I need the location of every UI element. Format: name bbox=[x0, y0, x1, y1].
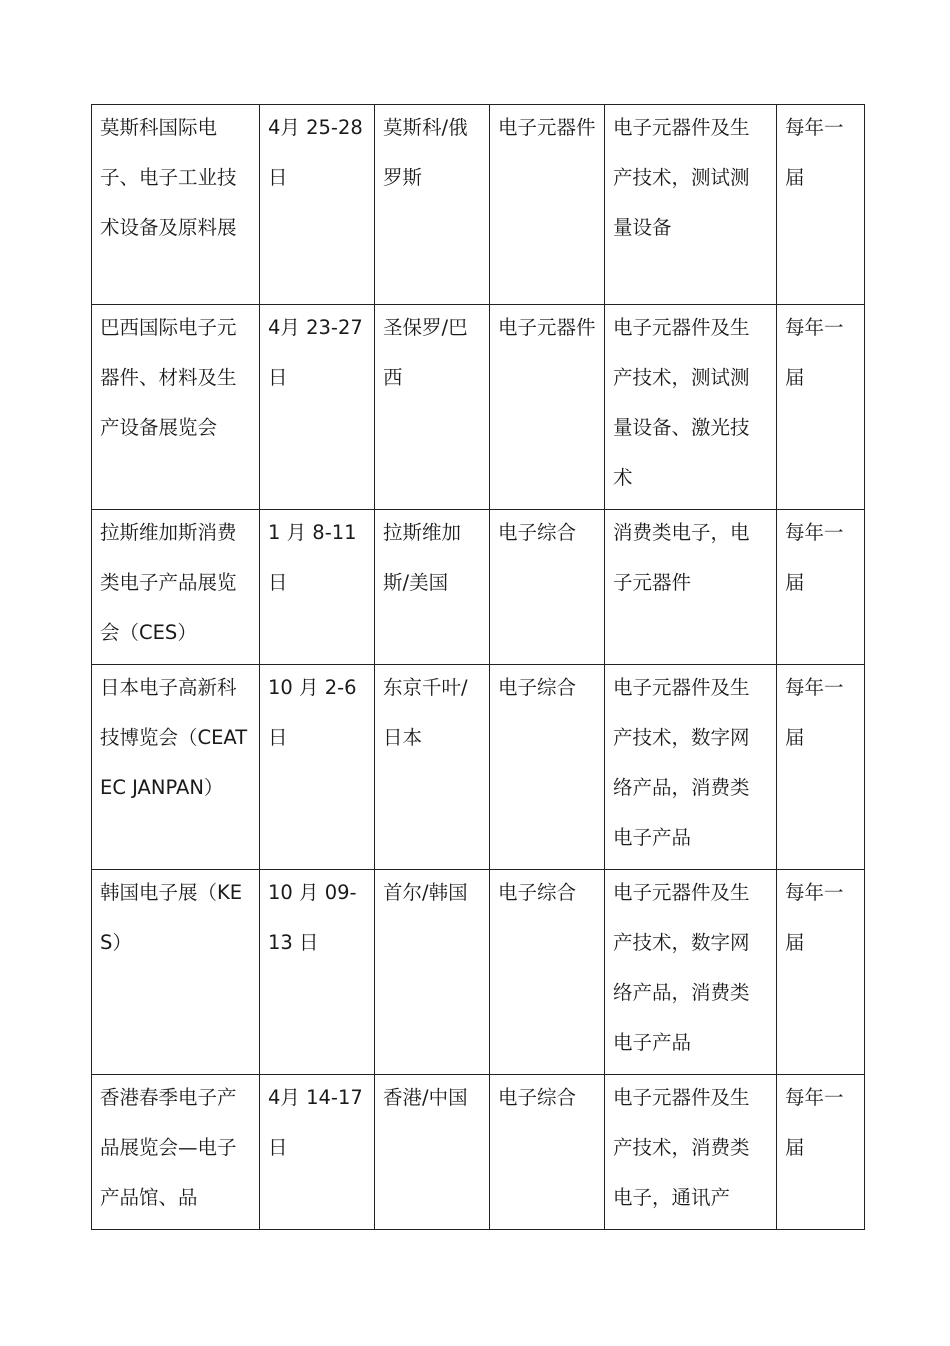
exhibition-date-cell: 1 月 8-11 日 bbox=[260, 510, 375, 665]
exhibition-name-cell: 日本电子高新科技博览会（CEATEC JANPAN） bbox=[92, 665, 260, 870]
exhibition-category-cell: 电子元器件 bbox=[490, 305, 605, 510]
exhibition-scope-cell: 电子元器件及生产技术，数字网络产品，消费类电子产品 bbox=[605, 665, 777, 870]
exhibition-category-cell: 电子综合 bbox=[490, 870, 605, 1075]
exhibition-scope-cell: 电子元器件及生产技术，测试测量设备 bbox=[605, 105, 777, 305]
exhibition-category-cell: 电子综合 bbox=[490, 510, 605, 665]
exhibition-table bbox=[91, 104, 865, 1230]
exhibition-date-cell: 10 月 2-6 日 bbox=[260, 665, 375, 870]
exhibition-frequency-cell: 每年一届 bbox=[777, 510, 865, 665]
exhibition-place-cell: 拉斯维加斯/美国 bbox=[375, 510, 490, 665]
exhibition-category-cell: 电子综合 bbox=[490, 665, 605, 870]
exhibition-place-cell: 香港/中国 bbox=[375, 1075, 490, 1230]
exhibition-scope-cell: 电子元器件及生产技术，数字网络产品，消费类电子产品 bbox=[605, 870, 777, 1075]
table-row bbox=[92, 665, 865, 870]
exhibition-frequency-cell: 每年一届 bbox=[777, 665, 865, 870]
exhibition-date-cell: 4月 25-28 日 bbox=[260, 105, 375, 305]
exhibition-category-cell: 电子综合 bbox=[490, 1075, 605, 1230]
exhibition-scope-cell: 消费类电子，电子元器件 bbox=[605, 510, 777, 665]
exhibition-name-cell: 巴西国际电子元器件、材料及生产设备展览会 bbox=[92, 305, 260, 510]
exhibition-place-cell: 莫斯科/俄罗斯 bbox=[375, 105, 490, 305]
exhibition-place-cell: 东京千叶/日本 bbox=[375, 665, 490, 870]
exhibition-name-cell: 莫斯科国际电子、电子工业技术设备及原料展 bbox=[92, 105, 260, 305]
exhibition-name-cell: 香港春季电子产品展览会—电子产品馆、品 bbox=[92, 1075, 260, 1230]
table-row bbox=[92, 870, 865, 1075]
table-row bbox=[92, 510, 865, 665]
exhibition-frequency-cell: 每年一届 bbox=[777, 105, 865, 305]
exhibition-name-cell: 拉斯维加斯消费类电子产品展览会（CES） bbox=[92, 510, 260, 665]
exhibition-frequency-cell: 每年一届 bbox=[777, 870, 865, 1075]
table-row bbox=[92, 1075, 865, 1230]
exhibition-scope-cell: 电子元器件及生产技术，测试测量设备、激光技术 bbox=[605, 305, 777, 510]
exhibition-date-cell: 10 月 09-13 日 bbox=[260, 870, 375, 1075]
exhibition-place-cell: 圣保罗/巴西 bbox=[375, 305, 490, 510]
exhibition-place-cell: 首尔/韩国 bbox=[375, 870, 490, 1075]
table-row bbox=[92, 105, 865, 305]
exhibition-date-cell: 4月 14-17 日 bbox=[260, 1075, 375, 1230]
exhibition-frequency-cell: 每年一届 bbox=[777, 305, 865, 510]
exhibition-name-cell: 韩国电子展（KES） bbox=[92, 870, 260, 1075]
exhibition-date-cell: 4月 23-27 日 bbox=[260, 305, 375, 510]
exhibition-scope-cell: 电子元器件及生产技术，消费类电子，通讯产 bbox=[605, 1075, 777, 1230]
table-row bbox=[92, 305, 865, 510]
exhibition-frequency-cell: 每年一届 bbox=[777, 1075, 865, 1230]
exhibition-category-cell: 电子元器件 bbox=[490, 105, 605, 305]
